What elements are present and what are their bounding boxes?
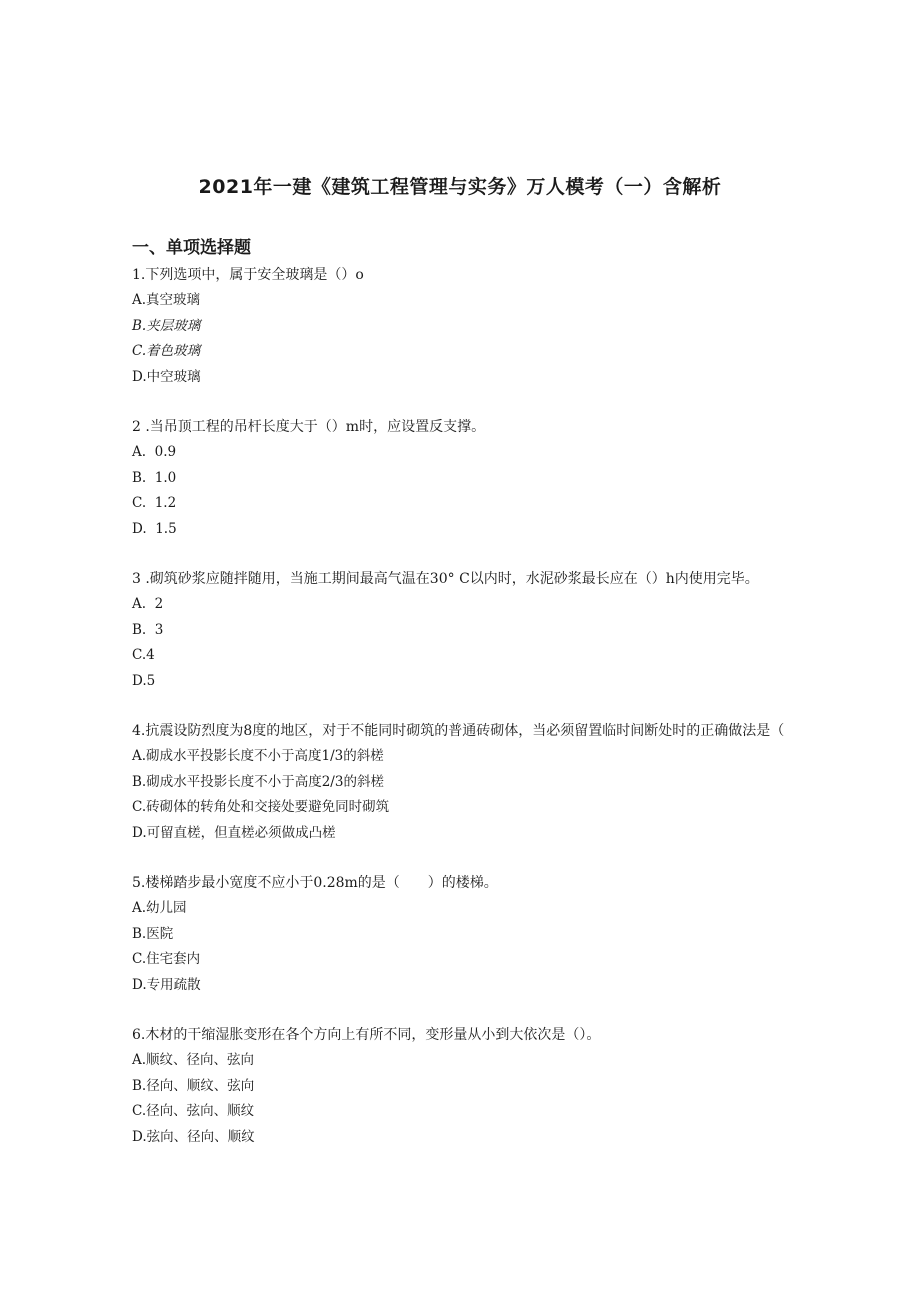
option-c: C.4 [132,647,155,663]
option-b: B.径向、顺纹、弦向 [132,1077,255,1094]
option-a: A.幼儿园 [132,900,187,916]
question-stem: 5.楼梯踏步最小宽度不应小于0.28m的是（ ）的楼梯。 [132,875,498,891]
question-list [132,262,792,1174]
option-b: B.医院 [132,925,174,942]
option-a: A. 2 [132,596,164,612]
option-d: D.弦向、径向、顺纹 [132,1128,255,1145]
option-a: A. 0.9 [132,444,177,460]
question-6 [132,1022,792,1150]
question-stem: 6.木材的干缩湿胀变形在各个方向上有所不同，变形量从小到大依次是（）。 [132,1027,601,1043]
option-b: B. 3 [132,621,164,638]
option-b: B.夹层玻璃 [132,317,201,334]
question-1 [132,262,792,390]
option-b: B. 1.0 [132,469,177,486]
question-4 [132,718,792,846]
option-d: D.5 [132,672,156,689]
question-stem: 4.抗震设防烈度为8度的地区，对于不能同时砌筑的普通砖砌体，当必须留置临时间断处时的正确做法是（ [132,723,785,739]
question-5 [132,870,792,998]
question-stem: 3 .砌筑砂浆应随拌随用，当施工期间最高气温在30° C以内时，水泥砂浆最长应在（）h内使用完毕。 [132,571,759,587]
option-d: D.可留直槎，但直槎必须做成凸槎 [132,824,336,841]
option-c: C. 1.2 [132,495,177,511]
option-d: D.专用疏散 [132,976,201,993]
option-b: B.砌成水平投影长度不小于高度2/3的斜槎 [132,773,384,790]
option-d: D. 1.5 [132,520,177,537]
option-c: C.着色玻璃 [132,343,201,359]
option-c: C.砖砌体的转角处和交接处要避免同时砌筑 [132,799,390,815]
question-2 [132,414,792,542]
option-c: C.住宅套内 [132,951,201,967]
question-stem: 1.下列选项中，属于安全玻璃是（）o [132,267,364,283]
document-title: 2021年一建《建筑工程管理与实务》万人模考（一）含解析 [198,176,722,198]
section-heading: 一、单项选择题 [132,238,251,258]
option-a: A.顺纹、径向、弦向 [132,1052,255,1068]
question-3 [132,566,792,694]
option-a: A.真空玻璃 [132,292,201,308]
option-d: D.中空玻璃 [132,368,201,385]
option-c: C.径向、弦向、顺纹 [132,1103,255,1119]
question-stem: 2 .当吊顶工程的吊杆长度大于（）m时，应设置反支撑。 [132,419,486,435]
option-a: A.砌成水平投影长度不小于高度1/3的斜槎 [132,748,384,764]
